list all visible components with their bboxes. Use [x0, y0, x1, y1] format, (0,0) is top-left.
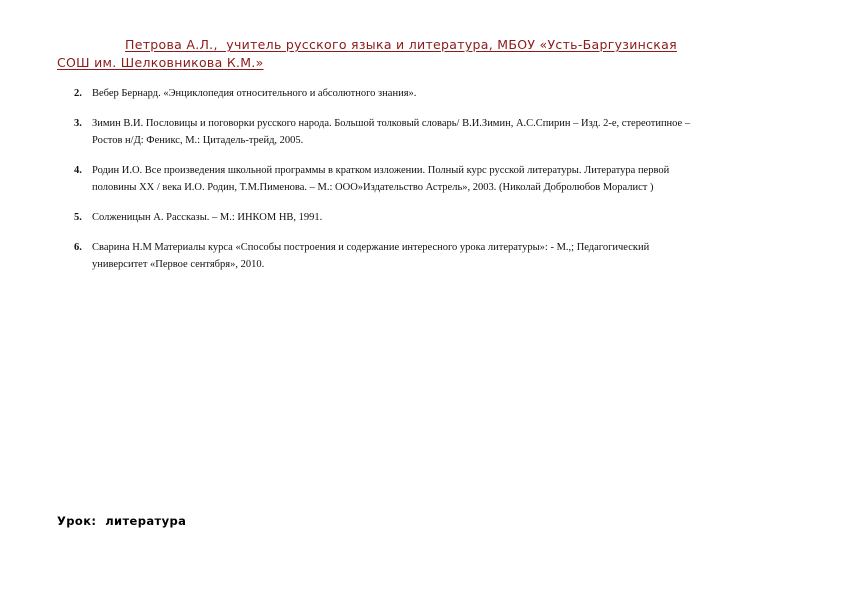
lesson-label: Урок: литература	[57, 514, 187, 528]
reference-line: половины XX / века И.О. Родин, Т.М.Пименова. – М.: ООО»Издательство Астрель», 2003. (Николай Добролюбов Моралист )	[92, 182, 654, 193]
author-header-line-2: СОШ им. Шелковникова К.М.»	[57, 55, 264, 70]
reference-number: 5.	[74, 212, 82, 223]
reference-text	[92, 209, 774, 226]
reference-line: Ростов н/Д: Феникс, М.: Цитадель-трейд, 2005.	[92, 135, 304, 146]
reference-text	[92, 239, 774, 273]
reference-text	[92, 85, 774, 102]
reference-number: 4.	[74, 165, 82, 176]
reference-list	[74, 85, 774, 286]
reference-number: 6.	[74, 242, 82, 253]
reference-item	[74, 115, 774, 149]
reference-line: Сварина Н.М Материалы курса «Способы построения и содержание интересного урока литературы»: - М.,; Педагогический	[92, 242, 650, 253]
reference-text	[92, 115, 774, 149]
author-header	[57, 36, 787, 72]
reference-item	[74, 209, 774, 226]
reference-line: Вебер Бернард. «Энциклопедия относительного и абсолютного знания».	[92, 88, 417, 99]
reference-item	[74, 85, 774, 102]
reference-line: Зимин В.И. Пословицы и поговорки русского народа. Большой толковый словарь/ В.И.Зимин, А.С.Спирин – Изд. 2-е, стереотипное –	[92, 118, 691, 129]
reference-line: Солженицын А. Рассказы. – М.: ИНКОМ НВ, 1991.	[92, 212, 323, 223]
reference-text	[92, 162, 774, 196]
reference-line: университет «Первое сентября», 2010.	[92, 259, 265, 270]
reference-item	[74, 239, 774, 273]
reference-number: 2.	[74, 88, 82, 99]
reference-number: 3.	[74, 118, 82, 129]
reference-item	[74, 162, 774, 196]
reference-line: Родин И.О. Все произведения школьной программы в кратком изложении. Полный курс русской литературы. Литература первой	[92, 165, 670, 176]
author-header-line-1: Петрова А.Л., учитель русского языка и литература, МБОУ «Усть-Баргузинская	[125, 37, 677, 52]
